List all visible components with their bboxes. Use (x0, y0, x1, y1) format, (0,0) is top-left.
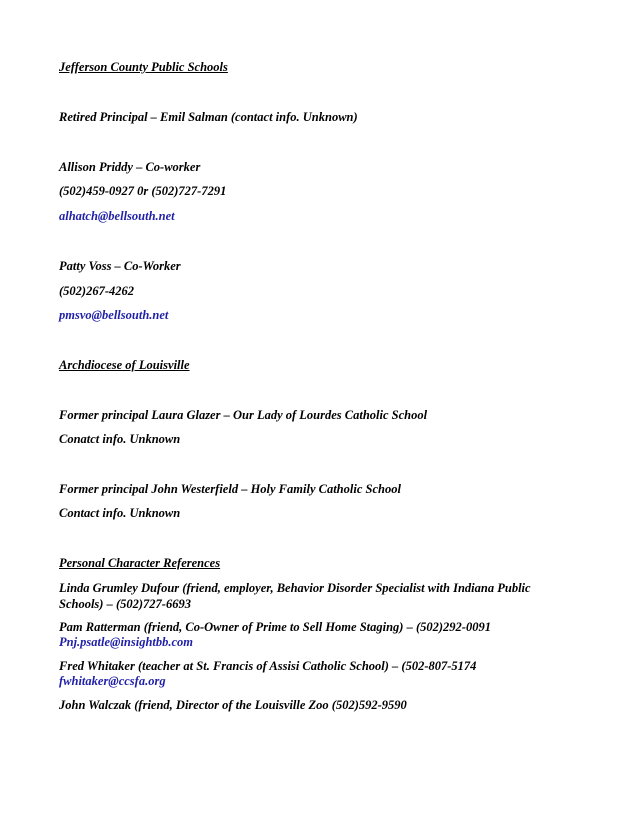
reference-priddy-name: Allison Priddy – Co-worker (59, 160, 201, 174)
reference-voss-name: Patty Voss – Co-Worker (59, 259, 181, 273)
reference-glazer-name: Former principal Laura Glazer – Our Lady of Lourdes Catholic School (59, 408, 428, 422)
section-heading-archdiocese: Archdiocese of Louisville (59, 358, 190, 372)
reference-ratterman-email-link[interactable]: Pnj.psatle@insightbb.com (59, 635, 194, 649)
reference-dufour: Linda Grumley Dufour (friend, employer, Behavior Disorder Specialist with Indiana Public Schools) – (502)727-6693 (59, 581, 531, 611)
section-heading-personal: Personal Character References (59, 556, 221, 570)
reference-westerfield-contact: Contact info. Unknown (59, 506, 181, 520)
reference-voss-phone: (502)267-4262 (59, 284, 134, 298)
reference-whitaker-name: Fred Whitaker (teacher at St. Francis of Assisi Catholic School) – (502-807-5174 (59, 659, 477, 673)
reference-walczak: John Walczak (friend, Director of the Louisville Zoo (502)592-9590 (59, 698, 407, 712)
reference-westerfield-name: Former principal John Westerfield – Holy Family Catholic School (59, 482, 401, 496)
reference-voss-email-link[interactable]: pmsvo@bellsouth.net (59, 308, 169, 322)
reference-whitaker-email-link[interactable]: fwhitaker@ccsfa.org (59, 674, 166, 688)
section-heading-jcps: Jefferson County Public Schools (59, 60, 228, 74)
reference-priddy-email-link[interactable]: alhatch@bellsouth.net (59, 209, 175, 223)
reference-ratterman-name: Pam Ratterman (friend, Co-Owner of Prime to Sell Home Staging) – (502)292-0091 (59, 620, 491, 634)
reference-glazer-contact: Conatct info. Unknown (59, 432, 181, 446)
reference-retired-principal: Retired Principal – Emil Salman (contact info. Unknown) (59, 110, 358, 124)
reference-priddy-phone: (502)459-0927 0r (502)727-7291 (59, 184, 227, 198)
